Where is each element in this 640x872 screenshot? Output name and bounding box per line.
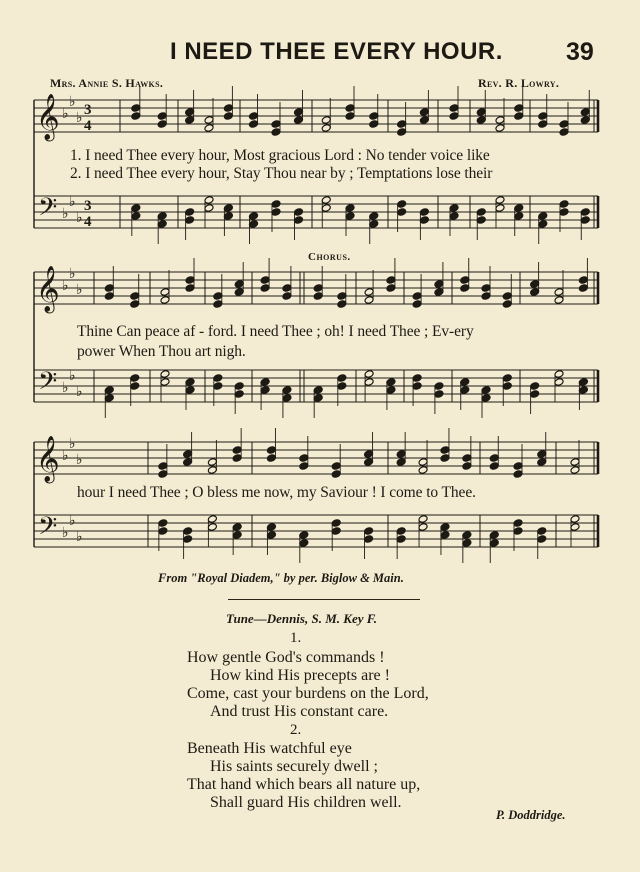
note-head	[266, 531, 276, 540]
note-head	[207, 523, 217, 532]
note-head	[104, 394, 114, 403]
note-head	[213, 300, 223, 309]
chorus-label: Chorus.	[308, 251, 351, 263]
note-head	[185, 386, 195, 395]
note-head	[537, 458, 547, 467]
note-head	[502, 382, 512, 391]
note-head	[434, 382, 444, 391]
lyric-verse-1: 1. I need Thee every hour, Most gracious Lord : No tender voice like	[70, 147, 490, 164]
note-head	[204, 196, 214, 205]
note-head	[369, 112, 379, 121]
flat-icon: ♭	[62, 448, 69, 464]
note-head	[513, 527, 523, 536]
note-head	[462, 531, 472, 540]
note-head	[412, 382, 422, 391]
note-head	[271, 208, 281, 217]
note-head	[476, 208, 486, 217]
note-head	[260, 276, 270, 285]
flat-icon: ♭	[69, 436, 76, 452]
note-head	[386, 386, 396, 395]
note-head	[131, 104, 141, 113]
note-head	[397, 120, 407, 129]
note-head	[449, 204, 459, 213]
flat-icon: ♭	[69, 194, 76, 210]
note-head	[157, 220, 167, 229]
note-head	[570, 458, 580, 467]
note-head	[158, 470, 168, 479]
note-head	[260, 378, 270, 387]
flat-icon: ♭	[76, 282, 83, 298]
note-head	[397, 200, 407, 209]
note-head	[160, 296, 170, 305]
note-head	[440, 454, 450, 463]
note-head	[331, 462, 341, 471]
note-head	[502, 300, 512, 309]
note-head	[412, 292, 422, 301]
note-head	[502, 292, 512, 301]
note-head	[419, 208, 429, 217]
note-head	[260, 284, 270, 293]
note-head	[537, 527, 547, 536]
note-head	[559, 200, 569, 209]
note-head	[130, 374, 140, 383]
note-head	[313, 284, 323, 293]
note-head	[495, 116, 505, 125]
note-head	[514, 104, 524, 113]
note-head	[369, 220, 379, 229]
note-head	[530, 288, 540, 297]
flat-icon: ♭	[62, 380, 69, 396]
note-head	[513, 519, 523, 528]
note-head	[489, 531, 499, 540]
note-head	[489, 539, 499, 548]
note-head	[495, 204, 505, 213]
note-head	[513, 462, 523, 471]
note-head	[578, 386, 588, 395]
note-head	[337, 300, 347, 309]
note-head	[185, 216, 195, 225]
note-head	[234, 280, 244, 289]
composer-credit: Rev. R. Lowry.	[478, 76, 560, 90]
flat-icon: ♭	[76, 384, 83, 400]
note-head	[266, 523, 276, 532]
note-head	[313, 292, 323, 301]
note-head	[396, 527, 406, 536]
note-head	[271, 128, 281, 137]
note-head	[345, 212, 355, 221]
note-head	[131, 204, 141, 213]
flat-icon: ♭	[69, 368, 76, 384]
note-head	[419, 116, 429, 125]
note-head	[396, 535, 406, 544]
note-head	[234, 390, 244, 399]
note-head	[449, 104, 459, 113]
note-head	[294, 216, 304, 225]
note-head	[559, 208, 569, 217]
note-head	[185, 108, 195, 117]
note-head	[294, 208, 304, 217]
note-head	[538, 212, 548, 221]
note-head	[299, 531, 309, 540]
note-head	[570, 466, 580, 475]
note-head	[131, 112, 141, 121]
treble-clef-icon: 𝄞	[36, 436, 60, 482]
note-head	[183, 535, 193, 544]
note-head	[460, 276, 470, 285]
flat-icon: ♭	[69, 513, 76, 529]
note-head	[249, 220, 259, 229]
note-head	[249, 112, 259, 121]
treble-clef-icon: 𝄞	[36, 266, 60, 312]
note-head	[578, 276, 588, 285]
note-head	[234, 288, 244, 297]
lyric-system-2-line-2: power When Thou art nigh.	[77, 343, 246, 360]
poem-line: Come, cast your burdens on the Lord,	[187, 685, 429, 702]
note-head	[364, 288, 374, 297]
lyric-system-3-line-1: hour I need Thee ; O bless me now, my Saviour ! I come to Thee.	[77, 484, 476, 501]
note-head	[313, 394, 323, 403]
note-head	[331, 527, 341, 536]
note-head	[364, 296, 374, 305]
note-head	[160, 370, 170, 379]
note-head	[462, 454, 472, 463]
note-head	[271, 120, 281, 129]
hymn-author: P. Doddridge.	[496, 808, 566, 822]
note-head	[131, 212, 141, 221]
note-head	[418, 458, 428, 467]
note-head	[299, 462, 309, 471]
note-head	[207, 515, 217, 524]
note-head	[282, 292, 292, 301]
note-head	[337, 292, 347, 301]
note-head	[419, 216, 429, 225]
note-head	[481, 292, 491, 301]
note-head	[321, 204, 331, 213]
note-head	[130, 300, 140, 309]
note-head	[554, 378, 564, 387]
note-head	[271, 200, 281, 209]
note-head	[481, 386, 491, 395]
note-head	[130, 292, 140, 301]
note-head	[331, 519, 341, 528]
note-head	[337, 374, 347, 383]
note-head	[213, 374, 223, 383]
poem-line: And trust His constant care.	[210, 703, 389, 720]
poem-line: How gentle God's commands !	[187, 649, 385, 666]
note-head	[460, 378, 470, 387]
note-head	[495, 124, 505, 133]
note-head	[294, 116, 304, 125]
note-head	[204, 116, 214, 125]
poem-line: His saints securely dwell ;	[210, 758, 378, 775]
time-signature: 4	[84, 118, 92, 134]
note-head	[449, 112, 459, 121]
bass-clef-icon: 𝄢	[38, 512, 58, 547]
page-number: 39	[566, 38, 594, 66]
note-head	[321, 116, 331, 125]
poem-line: Beneath His watchful eye	[187, 740, 352, 757]
note-head	[204, 204, 214, 213]
note-head	[418, 515, 428, 524]
note-head	[476, 116, 486, 125]
note-head	[419, 108, 429, 117]
note-head	[337, 382, 347, 391]
note-head	[282, 394, 292, 403]
note-head	[185, 276, 195, 285]
treble-clef-icon: 𝄞	[36, 94, 60, 140]
note-head	[412, 300, 422, 309]
note-head	[345, 112, 355, 121]
flat-icon: ♭	[62, 106, 69, 122]
note-head	[386, 284, 396, 293]
note-head	[434, 280, 444, 289]
note-head	[232, 523, 242, 532]
note-head	[554, 370, 564, 379]
note-head	[559, 120, 569, 129]
note-head	[185, 378, 195, 387]
note-head	[386, 276, 396, 285]
note-head	[321, 124, 331, 133]
note-head	[537, 450, 547, 459]
tune-line: Tune—Dennis, S. M. Key F.	[226, 611, 377, 626]
note-head	[369, 212, 379, 221]
note-head	[158, 519, 168, 528]
note-head	[530, 390, 540, 399]
note-head	[249, 120, 259, 129]
lyricist-credit: Mrs. Annie S. Hawks.	[50, 76, 164, 90]
note-head	[266, 446, 276, 455]
note-head	[183, 458, 193, 467]
note-head	[207, 458, 217, 467]
note-head	[321, 196, 331, 205]
note-head	[345, 104, 355, 113]
note-head	[554, 296, 564, 305]
note-head	[223, 112, 233, 121]
stanza-number: 2.	[290, 722, 302, 738]
note-head	[514, 212, 524, 221]
note-head	[282, 386, 292, 395]
note-head	[554, 288, 564, 297]
note-head	[449, 212, 459, 221]
note-head	[397, 208, 407, 217]
note-head	[213, 382, 223, 391]
note-head	[104, 386, 114, 395]
note-head	[232, 454, 242, 463]
note-head	[130, 382, 140, 391]
note-head	[331, 470, 341, 479]
flat-icon: ♭	[76, 110, 83, 126]
note-head	[570, 523, 580, 532]
time-signature: 3	[84, 102, 92, 118]
note-head	[530, 280, 540, 289]
note-head	[157, 212, 167, 221]
note-head	[260, 386, 270, 395]
note-head	[434, 288, 444, 297]
note-head	[418, 523, 428, 532]
flat-icon: ♭	[62, 525, 69, 541]
note-head	[104, 284, 114, 293]
note-head	[476, 216, 486, 225]
note-head	[157, 120, 167, 129]
note-head	[513, 470, 523, 479]
note-head	[223, 212, 233, 221]
note-head	[282, 284, 292, 293]
note-head	[462, 462, 472, 471]
note-head	[232, 531, 242, 540]
note-head	[578, 284, 588, 293]
note-head	[299, 454, 309, 463]
flat-icon: ♭	[76, 529, 83, 545]
flat-icon: ♭	[62, 278, 69, 294]
note-head	[185, 116, 195, 125]
note-head	[434, 390, 444, 399]
bass-clef-icon: 𝄢	[38, 367, 58, 402]
note-head	[364, 527, 374, 536]
note-head	[299, 539, 309, 548]
note-head	[580, 216, 590, 225]
note-head	[570, 515, 580, 524]
note-head	[440, 531, 450, 540]
note-head	[364, 458, 374, 467]
source-credit: From "Royal Diadem," by per. Biglow & Main.	[158, 571, 404, 585]
note-head	[223, 204, 233, 213]
flat-icon: ♭	[69, 94, 76, 110]
note-head	[476, 108, 486, 117]
flat-icon: ♭	[69, 266, 76, 282]
note-head	[530, 382, 540, 391]
time-signature: 3	[84, 198, 92, 214]
note-head	[481, 284, 491, 293]
note-head	[185, 284, 195, 293]
bass-clef-icon: 𝄢	[38, 193, 58, 228]
note-head	[386, 378, 396, 387]
note-head	[460, 284, 470, 293]
note-head	[440, 446, 450, 455]
note-head	[266, 454, 276, 463]
hymn-title: I NEED THEE EVERY HOUR.	[170, 38, 503, 65]
note-head	[294, 108, 304, 117]
flat-icon: ♭	[76, 210, 83, 226]
note-head	[418, 466, 428, 475]
note-head	[580, 208, 590, 217]
flat-icon: ♭	[76, 452, 83, 468]
note-head	[537, 535, 547, 544]
note-head	[160, 378, 170, 387]
note-head	[183, 450, 193, 459]
note-head	[538, 112, 548, 121]
note-head	[249, 212, 259, 221]
note-head	[489, 454, 499, 463]
note-head	[185, 208, 195, 217]
note-head	[313, 386, 323, 395]
note-head	[580, 116, 590, 125]
note-head	[160, 288, 170, 297]
note-head	[538, 120, 548, 129]
note-head	[157, 112, 167, 121]
note-head	[502, 374, 512, 383]
note-head	[538, 220, 548, 229]
note-head	[204, 124, 214, 133]
note-head	[559, 128, 569, 137]
note-head	[364, 450, 374, 459]
note-head	[364, 370, 374, 379]
note-head	[580, 108, 590, 117]
note-head	[345, 204, 355, 213]
divider-rule	[228, 599, 420, 600]
note-head	[462, 539, 472, 548]
note-head	[364, 378, 374, 387]
lyric-system-2-line-1: Thine Can peace af - ford. I need Thee ; oh! I need Thee ; Ev-ery	[77, 323, 474, 340]
note-head	[489, 462, 499, 471]
note-head	[495, 196, 505, 205]
flat-icon: ♭	[62, 206, 69, 222]
poem-line: How kind His precepts are !	[210, 667, 390, 684]
note-head	[232, 446, 242, 455]
note-head	[158, 462, 168, 471]
note-head	[396, 450, 406, 459]
note-head	[213, 292, 223, 301]
note-head	[412, 374, 422, 383]
note-head	[514, 204, 524, 213]
poem-line: Shall guard His children well.	[210, 794, 402, 811]
note-head	[440, 523, 450, 532]
note-head	[481, 394, 491, 403]
note-head	[364, 535, 374, 544]
lyric-verse-2: 2. I need Thee every hour, Stay Thou near by ; Temptations lose their	[70, 165, 493, 182]
note-head	[578, 378, 588, 387]
poem-line: That hand which bears all nature up,	[187, 776, 421, 793]
note-head	[158, 527, 168, 536]
note-head	[396, 458, 406, 467]
note-head	[369, 120, 379, 129]
note-head	[183, 527, 193, 536]
stanza-number: 1.	[290, 630, 302, 646]
time-signature: 4	[84, 214, 92, 230]
note-head	[104, 292, 114, 301]
note-head	[460, 386, 470, 395]
note-head	[223, 104, 233, 113]
note-head	[514, 112, 524, 121]
note-head	[234, 382, 244, 391]
note-head	[207, 466, 217, 475]
note-head	[397, 128, 407, 137]
